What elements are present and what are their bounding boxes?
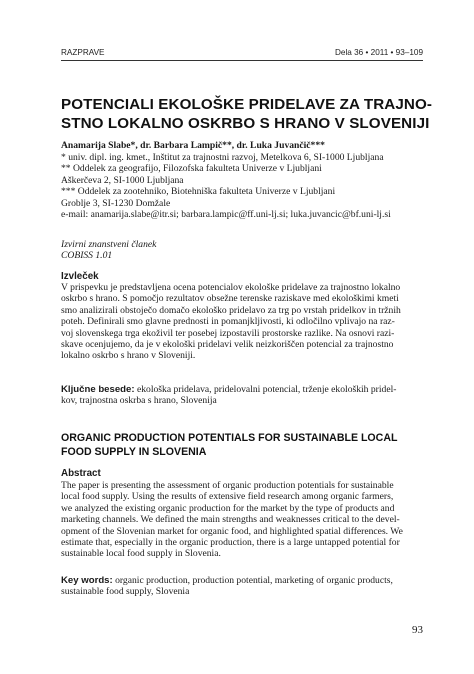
affiliation-line: ** Oddelek za geografijo, Filozofska fakulteta Univerze v Ljubljani (61, 163, 322, 175)
abstract-line: lokalno oskrbo s hrano v Sloveniji. (61, 350, 196, 362)
keywords-label: Ključne besede: (61, 384, 135, 395)
title-line: STNO LOKALNO OSKRBO S HRANO V SLOVENIJI (61, 115, 430, 132)
abstract-line: smo analizirali obstoječo domačo ekološko pridelavo za trg po vrstah pridelkov in tržnih (61, 304, 401, 316)
abstract-line: skave ocenjujemo, da je v ekološki pridelavi velik neizkoriščen potencial za trajnostno (61, 339, 394, 351)
title-line: POTENCIALI EKOLOŠKE PRIDELAVE ZA TRAJNO- (61, 96, 433, 113)
abstract-line: we analyzed the existing organic production for the market by the type of products and (61, 502, 395, 514)
affiliations (61, 152, 423, 220)
abstract-line: sustainable local food supply in Slovenia. (61, 548, 221, 560)
journal-citation: Dela 36 • 2011 • 93–109 (335, 48, 423, 57)
article-title (61, 95, 433, 133)
article-type-label: Izvirni znanstveni članek (61, 239, 157, 250)
affiliation-line: * univ. dipl. ing. kmet., Inštitut za trajnostni razvoj, Metelkova 6, SI-1000 Ljubljana (61, 152, 384, 163)
english-title-line: FOOD SUPPLY IN SLOVENIA (61, 446, 207, 458)
keywords-line (61, 384, 423, 395)
abstract-line: voj slovenskega trga ekoživil ter posebej izpostavili prostorske razlike. Na osnovi razi- (61, 327, 395, 339)
keywords-line: kov, trajnostna oskrba s hrano, Slovenija (61, 395, 217, 407)
abstract-sl-body (61, 282, 423, 362)
abstract-line: The paper is presenting the assessment of organic production potentials for sustainable (61, 480, 394, 491)
abstract-en-body (61, 480, 423, 560)
article-type (61, 239, 423, 262)
abstract-line: local food supply. Using the results of extensive field research among organic farmers, (61, 491, 394, 503)
abstract-line: opment of the Slovenian market for organic food, and highlighted spatial differences. We (61, 525, 403, 537)
abstract-line: estimate that, especially in the organic production, there is a large untapped potential for (61, 537, 400, 549)
english-title-line: ORGANIC PRODUCTION POTENTIALS FOR SUSTAINABLE LOCAL (61, 432, 398, 444)
affiliation-line: *** Oddelek za zootehniko, Biotehniška fakulteta Univerze v Ljubljani (61, 186, 336, 198)
keywords-en (61, 575, 423, 598)
keywords-text: ekološka pridelava, pridelovalni potencial, trženje ekoloških pridel- (134, 384, 397, 395)
section-label: RAZPRAVE (61, 48, 105, 57)
affiliation-line: Aškerčeva 2, SI-1000 Ljubljana (61, 174, 184, 186)
keywords-line (61, 575, 423, 586)
abstract-line: V prispevku je predstavljena ocena potencialov ekološke pridelave za trajnostno lokalno (61, 282, 401, 293)
page-number: 93 (412, 624, 423, 636)
keywords-label: Key words: (61, 575, 113, 586)
email-line: e-mail: anamarija.slabe@itr.si; barbara.lampic@ff.uni-lj.si; luka.juvancic@bf.uni-lj.si (61, 209, 391, 221)
keywords-line: sustainable food supply, Slovenia (61, 586, 190, 598)
keywords-text: organic production, production potential, marketing of organic products, (112, 575, 393, 586)
keywords-sl (61, 384, 423, 407)
header-rule (61, 60, 423, 61)
abstract-line: marketing channels. We defined the main strengths and weaknesses critical to the devel- (61, 514, 400, 526)
abstract-sl-heading: Izvleček (61, 271, 99, 282)
abstract-line: poteh. Definirali smo glavne prednosti in pomanjkljivosti, ki odločilno vplivajo na raz- (61, 316, 395, 328)
abstract-line: oskrbo s hrano. S pomočjo rezultatov obsežne terenske raziskave med ekološkimi kmeti (61, 293, 399, 305)
english-title (61, 431, 423, 459)
cobiss-code: COBISS 1.01 (61, 250, 113, 262)
affiliation-line: Groblje 3, SI-1230 Domžale (61, 197, 171, 209)
author-list: Anamarija Slabe*, dr. Barbara Lampič**, dr. Luka Juvančič*** (61, 140, 325, 151)
abstract-en-heading: Abstract (61, 468, 101, 479)
article-page (61, 0, 433, 674)
